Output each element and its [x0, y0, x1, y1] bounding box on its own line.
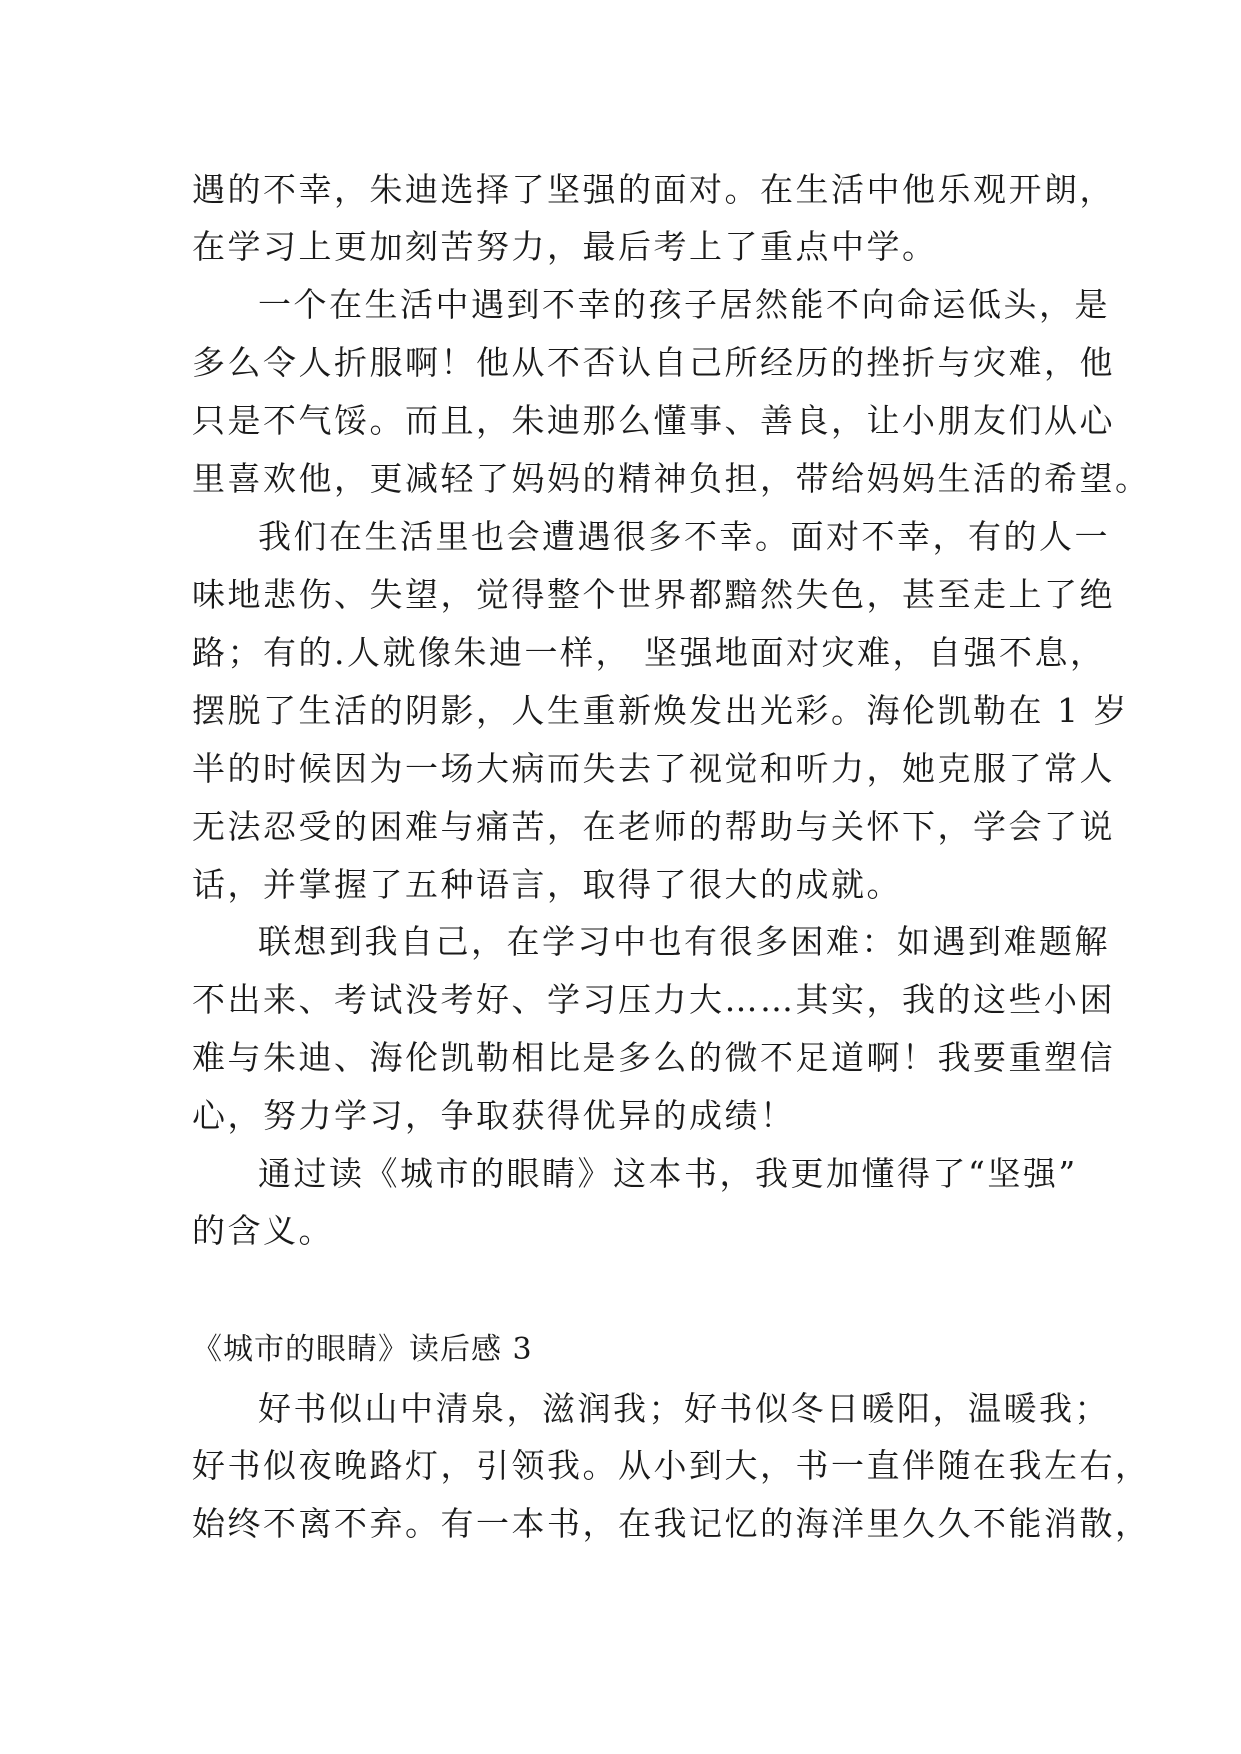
paragraph-first-line: 一个在生活中遇到不幸的孩子居然能不向命运低头，是 — [258, 285, 1110, 324]
section-heading: 《城市的眼睛》读后感 3 — [192, 1332, 533, 1367]
paragraph-first-line: 联想到我自己，在学习中也有很多困难：如遇到难题解 — [258, 922, 1110, 961]
text-line: 始终不离不弃。有一本书，在我记忆的海洋里久久不能消散， — [192, 1504, 1151, 1543]
text-line: 多么令人折服啊！他从不否认自己所经历的挫折与灾难，他 — [192, 343, 1115, 382]
text-line: 半的时候因为一场大病而失去了视觉和听力，她克服了常人 — [192, 749, 1115, 788]
text-line: 好书似夜晚路灯，引领我。从小到大，书一直伴随在我左右， — [192, 1446, 1151, 1485]
text-line: 只是不气馁。而且，朱迪那么懂事、善良，让小朋友们从心 — [192, 401, 1115, 440]
paragraph-first-line: 好书似山中清泉，滋润我；好书似冬日暖阳，温暖我； — [258, 1389, 1110, 1428]
text-line: 话，并掌握了五种语言，取得了很大的成就。 — [192, 865, 902, 904]
text-line: 不出来、考试没考好、学习压力大……其实，我的这些小困 — [192, 980, 1115, 1019]
text-line: 摆脱了生活的阴影，人生重新焕发出光彩。海伦凯勒在 1 岁 — [192, 691, 1129, 730]
text-line: 难与朱迪、海伦凯勒相比是多么的微不足道啊！我要重塑信 — [192, 1038, 1115, 1077]
text-line: 心，努力学习，争取获得优异的成绩！ — [192, 1096, 796, 1135]
text-line: 里喜欢他，更减轻了妈妈的精神负担，带给妈妈生活的希望。 — [192, 459, 1151, 498]
text-line: 无法忍受的困难与痛苦，在老师的帮助与关怀下，学会了说 — [192, 807, 1115, 846]
text-line: 路；有的.人就像朱迪一样， 坚强地面对灾难，自强不息， — [192, 633, 1106, 672]
text-line: 味地悲伤、失望，觉得整个世界都黯然失色，甚至走上了绝 — [192, 575, 1115, 614]
text-line: 遇的不幸，朱迪选择了坚强的面对。在生活中他乐观开朗， — [192, 170, 1115, 209]
paragraph-first-line: 我们在生活里也会遭遇很多不幸。面对不幸，有的人一 — [258, 517, 1110, 556]
text-line: 在学习上更加刻苦努力，最后考上了重点中学。 — [192, 227, 938, 266]
paragraph-first-line: 通过读《城市的眼睛》这本书，我更加懂得了“坚强” — [258, 1154, 1078, 1193]
text-line: 的含义。 — [192, 1211, 334, 1250]
